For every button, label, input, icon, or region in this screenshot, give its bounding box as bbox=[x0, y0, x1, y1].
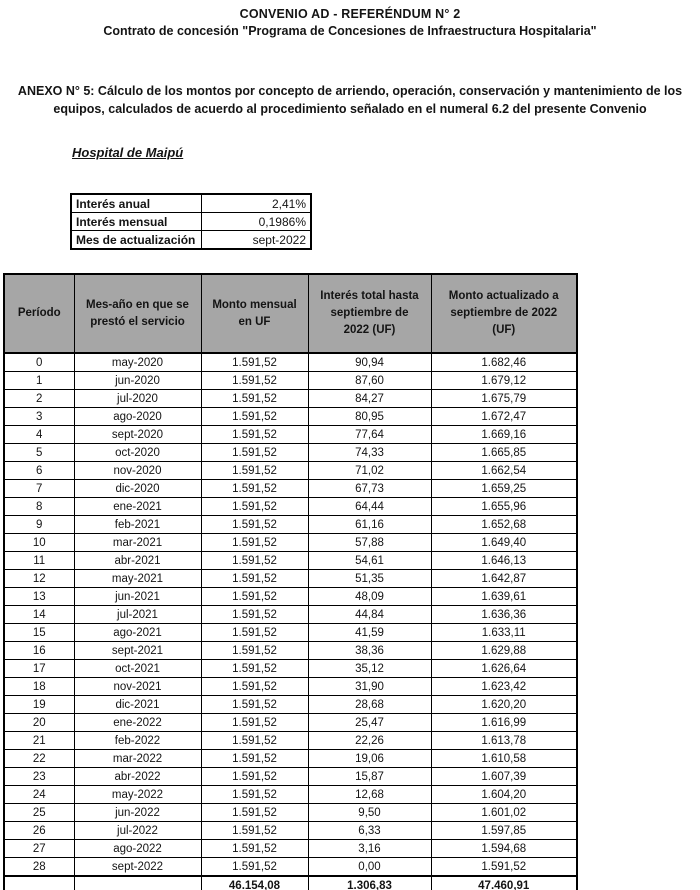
table-cell: 64,44 bbox=[308, 498, 431, 516]
table-cell: 77,64 bbox=[308, 426, 431, 444]
table-row bbox=[4, 714, 577, 732]
payments-table bbox=[3, 273, 578, 890]
interest-info-table bbox=[70, 193, 312, 250]
table-cell: 0,00 bbox=[308, 858, 431, 877]
table-cell: 1.669,16 bbox=[431, 426, 577, 444]
table-cell: 1.597,85 bbox=[431, 822, 577, 840]
table-cell: 48,09 bbox=[308, 588, 431, 606]
table-row bbox=[4, 768, 577, 786]
table-row bbox=[4, 804, 577, 822]
table-cell: dic-2020 bbox=[74, 480, 201, 498]
table-cell: 13 bbox=[4, 588, 74, 606]
table-cell: 1.639,61 bbox=[431, 588, 577, 606]
table-cell: 3,16 bbox=[308, 840, 431, 858]
table-cell: 51,35 bbox=[308, 570, 431, 588]
table-row bbox=[4, 570, 577, 588]
table-row bbox=[4, 480, 577, 498]
table-cell: 31,90 bbox=[308, 678, 431, 696]
table-cell: ene-2022 bbox=[74, 714, 201, 732]
table-cell: 1.591,52 bbox=[201, 390, 308, 408]
table-cell: 1.591,52 bbox=[201, 372, 308, 390]
table-row bbox=[4, 696, 577, 714]
table-cell: 38,36 bbox=[308, 642, 431, 660]
table-cell: 1.591,52 bbox=[201, 624, 308, 642]
table-cell: jun-2021 bbox=[74, 588, 201, 606]
table-cell: 22,26 bbox=[308, 732, 431, 750]
table-cell: 1.591,52 bbox=[201, 444, 308, 462]
table-cell: 71,02 bbox=[308, 462, 431, 480]
table-cell: 19,06 bbox=[308, 750, 431, 768]
info-table-body bbox=[71, 194, 311, 249]
table-cell: may-2021 bbox=[74, 570, 201, 588]
table-cell: 24 bbox=[4, 786, 74, 804]
table-cell: 1.636,36 bbox=[431, 606, 577, 624]
table-cell: 41,59 bbox=[308, 624, 431, 642]
table-row bbox=[4, 588, 577, 606]
table-cell: 5 bbox=[4, 444, 74, 462]
info-row bbox=[71, 231, 311, 250]
table-cell: 25 bbox=[4, 804, 74, 822]
table-cell: 1.613,78 bbox=[431, 732, 577, 750]
table-cell: may-2020 bbox=[74, 353, 201, 372]
table-cell: feb-2022 bbox=[74, 732, 201, 750]
table-row bbox=[4, 462, 577, 480]
table-cell: 1.591,52 bbox=[201, 714, 308, 732]
table-cell: 1.591,52 bbox=[201, 552, 308, 570]
table-cell: 1.655,96 bbox=[431, 498, 577, 516]
table-cell: 1.591,52 bbox=[201, 588, 308, 606]
table-cell: jul-2022 bbox=[74, 822, 201, 840]
table-cell: 87,60 bbox=[308, 372, 431, 390]
table-row bbox=[4, 822, 577, 840]
table-cell: dic-2021 bbox=[74, 696, 201, 714]
table-cell: sept-2022 bbox=[74, 858, 201, 877]
total-empty-periodo bbox=[4, 876, 74, 890]
info-value: sept-2022 bbox=[202, 231, 312, 250]
table-cell: 23 bbox=[4, 768, 74, 786]
table-cell: 22 bbox=[4, 750, 74, 768]
info-row bbox=[71, 194, 311, 213]
table-cell: 1.591,52 bbox=[201, 696, 308, 714]
table-cell: 20 bbox=[4, 714, 74, 732]
table-cell: 1.591,52 bbox=[201, 426, 308, 444]
table-cell: 1.591,52 bbox=[201, 480, 308, 498]
table-cell: 1.659,25 bbox=[431, 480, 577, 498]
table-cell: oct-2021 bbox=[74, 660, 201, 678]
table-row bbox=[4, 606, 577, 624]
table-row bbox=[4, 552, 577, 570]
table-cell: jul-2020 bbox=[74, 390, 201, 408]
table-cell: abr-2021 bbox=[74, 552, 201, 570]
table-cell: 1 bbox=[4, 372, 74, 390]
table-cell: 9 bbox=[4, 516, 74, 534]
table-cell: 28 bbox=[4, 858, 74, 877]
table-cell: sept-2020 bbox=[74, 426, 201, 444]
col-header-periodo: Período bbox=[4, 274, 74, 353]
table-cell: 61,16 bbox=[308, 516, 431, 534]
table-cell: 1.591,52 bbox=[201, 768, 308, 786]
info-label: Interés mensual bbox=[71, 213, 202, 231]
table-cell: 6,33 bbox=[308, 822, 431, 840]
table-cell: 90,94 bbox=[308, 353, 431, 372]
table-cell: 1.633,11 bbox=[431, 624, 577, 642]
table-cell: 1.591,52 bbox=[431, 858, 577, 877]
table-cell: 8 bbox=[4, 498, 74, 516]
table-cell: 1.623,42 bbox=[431, 678, 577, 696]
table-cell: 1.591,52 bbox=[201, 516, 308, 534]
table-cell: 1.665,85 bbox=[431, 444, 577, 462]
table-cell: 2 bbox=[4, 390, 74, 408]
table-cell: 1.620,20 bbox=[431, 696, 577, 714]
col-header-monto-actualizado: Monto actualizado a septiembre de 2022 (UF) bbox=[431, 274, 577, 353]
table-cell: 1.649,40 bbox=[431, 534, 577, 552]
total-interes: 1.306,83 bbox=[308, 876, 431, 890]
table-cell: 1.591,52 bbox=[201, 606, 308, 624]
table-cell: 26 bbox=[4, 822, 74, 840]
table-cell: 1.591,52 bbox=[201, 822, 308, 840]
table-cell: 1.591,52 bbox=[201, 660, 308, 678]
table-cell: 4 bbox=[4, 426, 74, 444]
document-subtitle: Contrato de concesión "Programa de Concesiones de Infraestructura Hospitalaria" bbox=[103, 24, 597, 38]
table-row bbox=[4, 732, 577, 750]
table-cell: 21 bbox=[4, 732, 74, 750]
table-cell: 57,88 bbox=[308, 534, 431, 552]
table-cell: 1.591,52 bbox=[201, 534, 308, 552]
annex-heading: ANEXO N° 5: Cálculo de los montos por concepto de arriendo, operación, conservación y mantenimiento de los equipos, calculados de acuerdo al procedimiento señalado en el numeral 6.2 del presente Convenio bbox=[17, 84, 683, 117]
table-cell: ago-2021 bbox=[74, 624, 201, 642]
table-cell: 1.591,52 bbox=[201, 678, 308, 696]
table-row bbox=[4, 516, 577, 534]
table-cell: 1.642,87 bbox=[431, 570, 577, 588]
table-header-row bbox=[4, 274, 577, 353]
table-cell: 11 bbox=[4, 552, 74, 570]
table-cell: 44,84 bbox=[308, 606, 431, 624]
table-cell: 12,68 bbox=[308, 786, 431, 804]
table-cell: 1.675,79 bbox=[431, 390, 577, 408]
table-cell: 1.629,88 bbox=[431, 642, 577, 660]
table-cell: 1.591,52 bbox=[201, 732, 308, 750]
table-cell: 84,27 bbox=[308, 390, 431, 408]
table-cell: 1.626,64 bbox=[431, 660, 577, 678]
table-cell: 15 bbox=[4, 624, 74, 642]
table-cell: feb-2021 bbox=[74, 516, 201, 534]
table-cell: ago-2020 bbox=[74, 408, 201, 426]
table-cell: 1.591,52 bbox=[201, 858, 308, 877]
table-cell: 1.607,39 bbox=[431, 768, 577, 786]
table-row bbox=[4, 444, 577, 462]
table-cell: 1.591,52 bbox=[201, 498, 308, 516]
table-body bbox=[4, 353, 577, 876]
table-cell: 67,73 bbox=[308, 480, 431, 498]
table-cell: 1.610,58 bbox=[431, 750, 577, 768]
table-cell: 1.682,46 bbox=[431, 353, 577, 372]
table-row bbox=[4, 498, 577, 516]
table-cell: 28,68 bbox=[308, 696, 431, 714]
table-cell: 7 bbox=[4, 480, 74, 498]
info-value: 0,1986% bbox=[202, 213, 312, 231]
table-row bbox=[4, 372, 577, 390]
table-cell: 1.591,52 bbox=[201, 840, 308, 858]
table-row bbox=[4, 678, 577, 696]
table-cell: 1.672,47 bbox=[431, 408, 577, 426]
table-cell: 74,33 bbox=[308, 444, 431, 462]
table-row bbox=[4, 408, 577, 426]
table-cell: 15,87 bbox=[308, 768, 431, 786]
table-row bbox=[4, 390, 577, 408]
table-cell: 1.591,52 bbox=[201, 642, 308, 660]
table-cell: 1.652,68 bbox=[431, 516, 577, 534]
table-cell: 12 bbox=[4, 570, 74, 588]
table-cell: 6 bbox=[4, 462, 74, 480]
table-cell: 54,61 bbox=[308, 552, 431, 570]
info-row bbox=[71, 213, 311, 231]
table-cell: 19 bbox=[4, 696, 74, 714]
table-cell: sept-2021 bbox=[74, 642, 201, 660]
table-cell: jul-2021 bbox=[74, 606, 201, 624]
table-cell: 16 bbox=[4, 642, 74, 660]
table-cell: 1.646,13 bbox=[431, 552, 577, 570]
table-cell: nov-2021 bbox=[74, 678, 201, 696]
table-cell: 1.591,52 bbox=[201, 570, 308, 588]
col-header-monto-mensual: Monto mensual en UF bbox=[201, 274, 308, 353]
table-cell: 1.591,52 bbox=[201, 462, 308, 480]
table-cell: 3 bbox=[4, 408, 74, 426]
table-cell: 1.594,68 bbox=[431, 840, 577, 858]
table-cell: 35,12 bbox=[308, 660, 431, 678]
table-cell: jun-2022 bbox=[74, 804, 201, 822]
table-cell: oct-2020 bbox=[74, 444, 201, 462]
table-cell: 1.604,20 bbox=[431, 786, 577, 804]
table-cell: 1.591,52 bbox=[201, 353, 308, 372]
table-cell: nov-2020 bbox=[74, 462, 201, 480]
table-cell: 9,50 bbox=[308, 804, 431, 822]
table-cell: 1.591,52 bbox=[201, 750, 308, 768]
hospital-name: Hospital de Maipú bbox=[72, 145, 184, 161]
total-empty-mes bbox=[74, 876, 201, 890]
table-cell: 0 bbox=[4, 353, 74, 372]
info-label: Interés anual bbox=[71, 194, 202, 213]
table-row bbox=[4, 642, 577, 660]
info-value: 2,41% bbox=[202, 194, 312, 213]
table-cell: 14 bbox=[4, 606, 74, 624]
col-header-interes-total: Interés total hasta septiembre de 2022 (UF) bbox=[308, 274, 431, 353]
table-row bbox=[4, 786, 577, 804]
table-cell: 1.679,12 bbox=[431, 372, 577, 390]
table-cell: 25,47 bbox=[308, 714, 431, 732]
table-cell: may-2022 bbox=[74, 786, 201, 804]
table-cell: 18 bbox=[4, 678, 74, 696]
total-monto-actualizado: 47.460,91 bbox=[431, 876, 577, 890]
table-row bbox=[4, 660, 577, 678]
table-cell: 1.591,52 bbox=[201, 786, 308, 804]
table-cell: mar-2022 bbox=[74, 750, 201, 768]
table-cell: mar-2021 bbox=[74, 534, 201, 552]
table-cell: ene-2021 bbox=[74, 498, 201, 516]
table-cell: 1.591,52 bbox=[201, 408, 308, 426]
table-row bbox=[4, 426, 577, 444]
table-cell: 80,95 bbox=[308, 408, 431, 426]
table-cell: 1.616,99 bbox=[431, 714, 577, 732]
table-row bbox=[4, 840, 577, 858]
info-label: Mes de actualización bbox=[71, 231, 202, 250]
table-cell: 27 bbox=[4, 840, 74, 858]
totals-row bbox=[4, 876, 577, 890]
table-row bbox=[4, 624, 577, 642]
table-cell: 10 bbox=[4, 534, 74, 552]
table-cell: 17 bbox=[4, 660, 74, 678]
total-monto-mensual: 46.154,08 bbox=[201, 876, 308, 890]
table-cell: 1.601,02 bbox=[431, 804, 577, 822]
table-cell: jun-2020 bbox=[74, 372, 201, 390]
table-row bbox=[4, 353, 577, 372]
table-cell: abr-2022 bbox=[74, 768, 201, 786]
table-cell: 1.591,52 bbox=[201, 804, 308, 822]
table-row bbox=[4, 858, 577, 877]
col-header-mes-ano: Mes-año en que se prestó el servicio bbox=[74, 274, 201, 353]
table-row bbox=[4, 750, 577, 768]
table-cell: ago-2022 bbox=[74, 840, 201, 858]
table-row bbox=[4, 534, 577, 552]
table-cell: 1.662,54 bbox=[431, 462, 577, 480]
document-title: CONVENIO AD - REFERÉNDUM N° 2 bbox=[239, 7, 461, 21]
